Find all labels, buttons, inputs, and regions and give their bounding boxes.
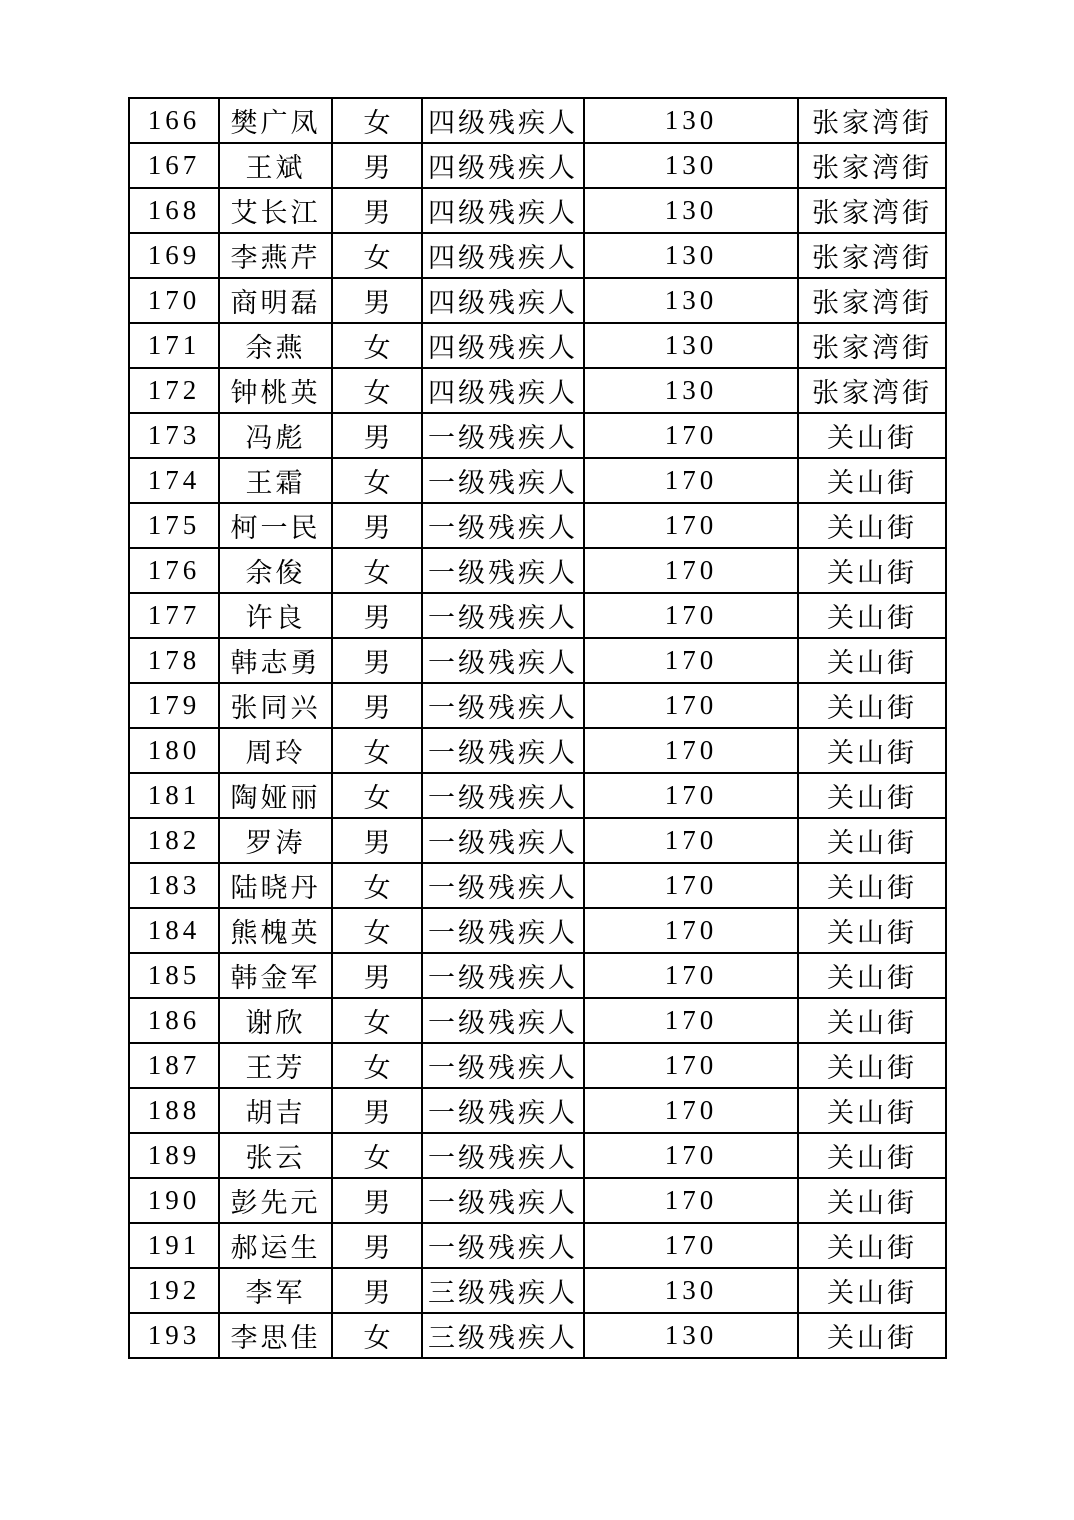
table-row [129, 188, 946, 233]
name-cell: 郝运生 [219, 1223, 332, 1268]
row-number-cell: 186 [129, 998, 219, 1043]
row-number-cell: 175 [129, 503, 219, 548]
name-cell: 周玲 [219, 728, 332, 773]
disability-level-cell: 一级残疾人 [422, 1223, 584, 1268]
row-number-cell: 187 [129, 1043, 219, 1088]
name-cell: 许良 [219, 593, 332, 638]
name-cell: 谢欣 [219, 998, 332, 1043]
table-row [129, 863, 946, 908]
street-cell: 张家湾街 [798, 188, 946, 233]
amount-cell: 170 [584, 548, 798, 593]
gender-cell: 女 [332, 1313, 422, 1358]
row-number-cell: 171 [129, 323, 219, 368]
row-number-cell: 168 [129, 188, 219, 233]
gender-cell: 男 [332, 1088, 422, 1133]
amount-cell: 170 [584, 458, 798, 503]
disability-level-cell: 一级残疾人 [422, 953, 584, 998]
amount-cell: 170 [584, 593, 798, 638]
street-cell: 关山街 [798, 548, 946, 593]
row-number-cell: 170 [129, 278, 219, 323]
gender-cell: 女 [332, 863, 422, 908]
amount-cell: 170 [584, 1043, 798, 1088]
row-number-cell: 184 [129, 908, 219, 953]
amount-cell: 130 [584, 233, 798, 278]
disability-level-cell: 四级残疾人 [422, 278, 584, 323]
table-row [129, 1178, 946, 1223]
table-row [129, 413, 946, 458]
street-cell: 关山街 [798, 818, 946, 863]
street-cell: 张家湾街 [798, 323, 946, 368]
disability-level-cell: 一级残疾人 [422, 683, 584, 728]
row-number-cell: 193 [129, 1313, 219, 1358]
row-number-cell: 177 [129, 593, 219, 638]
gender-cell: 女 [332, 773, 422, 818]
amount-cell: 130 [584, 1268, 798, 1313]
street-cell: 关山街 [798, 638, 946, 683]
amount-cell: 170 [584, 1178, 798, 1223]
amount-cell: 170 [584, 638, 798, 683]
amount-cell: 130 [584, 323, 798, 368]
gender-cell: 女 [332, 548, 422, 593]
name-cell: 商明磊 [219, 278, 332, 323]
row-number-cell: 189 [129, 1133, 219, 1178]
street-cell: 关山街 [798, 1043, 946, 1088]
amount-cell: 170 [584, 413, 798, 458]
amount-cell: 170 [584, 998, 798, 1043]
roster-table [128, 97, 947, 1359]
row-number-cell: 180 [129, 728, 219, 773]
row-number-cell: 172 [129, 368, 219, 413]
street-cell: 张家湾街 [798, 233, 946, 278]
name-cell: 陆晓丹 [219, 863, 332, 908]
disability-level-cell: 一级残疾人 [422, 773, 584, 818]
table-row [129, 908, 946, 953]
table-row [129, 548, 946, 593]
disability-level-cell: 一级残疾人 [422, 593, 584, 638]
row-number-cell: 182 [129, 818, 219, 863]
name-cell: 李军 [219, 1268, 332, 1313]
gender-cell: 女 [332, 728, 422, 773]
gender-cell: 女 [332, 1043, 422, 1088]
table-row [129, 998, 946, 1043]
amount-cell: 170 [584, 683, 798, 728]
disability-level-cell: 一级残疾人 [422, 503, 584, 548]
name-cell: 王霜 [219, 458, 332, 503]
street-cell: 关山街 [798, 1313, 946, 1358]
name-cell: 樊广凤 [219, 98, 332, 143]
name-cell: 李思佳 [219, 1313, 332, 1358]
street-cell: 关山街 [798, 908, 946, 953]
row-number-cell: 167 [129, 143, 219, 188]
amount-cell: 170 [584, 728, 798, 773]
table-row [129, 278, 946, 323]
disability-level-cell: 一级残疾人 [422, 413, 584, 458]
street-cell: 关山街 [798, 413, 946, 458]
amount-cell: 130 [584, 98, 798, 143]
table-row [129, 458, 946, 503]
street-cell: 关山街 [798, 503, 946, 548]
gender-cell: 女 [332, 233, 422, 278]
name-cell: 胡吉 [219, 1088, 332, 1133]
name-cell: 余俊 [219, 548, 332, 593]
row-number-cell: 179 [129, 683, 219, 728]
name-cell: 柯一民 [219, 503, 332, 548]
disability-level-cell: 一级残疾人 [422, 818, 584, 863]
gender-cell: 女 [332, 908, 422, 953]
street-cell: 关山街 [798, 863, 946, 908]
gender-cell: 女 [332, 998, 422, 1043]
street-cell: 关山街 [798, 1133, 946, 1178]
gender-cell: 男 [332, 683, 422, 728]
gender-cell: 男 [332, 143, 422, 188]
disability-level-cell: 四级残疾人 [422, 143, 584, 188]
gender-cell: 男 [332, 953, 422, 998]
amount-cell: 170 [584, 1223, 798, 1268]
row-number-cell: 169 [129, 233, 219, 278]
roster-body [129, 98, 946, 1358]
street-cell: 关山街 [798, 593, 946, 638]
street-cell: 关山街 [798, 1223, 946, 1268]
disability-level-cell: 三级残疾人 [422, 1313, 584, 1358]
row-number-cell: 181 [129, 773, 219, 818]
disability-level-cell: 一级残疾人 [422, 908, 584, 953]
name-cell: 熊槐英 [219, 908, 332, 953]
table-row [129, 638, 946, 683]
row-number-cell: 174 [129, 458, 219, 503]
gender-cell: 男 [332, 1268, 422, 1313]
street-cell: 关山街 [798, 773, 946, 818]
amount-cell: 170 [584, 818, 798, 863]
name-cell: 余燕 [219, 323, 332, 368]
amount-cell: 130 [584, 278, 798, 323]
row-number-cell: 192 [129, 1268, 219, 1313]
table-row [129, 1133, 946, 1178]
gender-cell: 男 [332, 1178, 422, 1223]
gender-cell: 男 [332, 638, 422, 683]
gender-cell: 女 [332, 458, 422, 503]
name-cell: 冯彪 [219, 413, 332, 458]
gender-cell: 女 [332, 98, 422, 143]
gender-cell: 男 [332, 1223, 422, 1268]
disability-level-cell: 一级残疾人 [422, 458, 584, 503]
disability-level-cell: 一级残疾人 [422, 1088, 584, 1133]
disability-level-cell: 四级残疾人 [422, 368, 584, 413]
street-cell: 关山街 [798, 953, 946, 998]
disability-level-cell: 一级残疾人 [422, 548, 584, 593]
amount-cell: 170 [584, 953, 798, 998]
name-cell: 韩志勇 [219, 638, 332, 683]
disability-level-cell: 四级残疾人 [422, 233, 584, 278]
table-row [129, 683, 946, 728]
name-cell: 陶娅丽 [219, 773, 332, 818]
row-number-cell: 173 [129, 413, 219, 458]
gender-cell: 男 [332, 278, 422, 323]
name-cell: 李燕芹 [219, 233, 332, 278]
street-cell: 关山街 [798, 1268, 946, 1313]
street-cell: 关山街 [798, 1088, 946, 1133]
disability-level-cell: 三级残疾人 [422, 1268, 584, 1313]
gender-cell: 女 [332, 368, 422, 413]
row-number-cell: 188 [129, 1088, 219, 1133]
street-cell: 张家湾街 [798, 368, 946, 413]
row-number-cell: 176 [129, 548, 219, 593]
table-row [129, 368, 946, 413]
gender-cell: 男 [332, 413, 422, 458]
table-row [129, 1043, 946, 1088]
name-cell: 张同兴 [219, 683, 332, 728]
name-cell: 王斌 [219, 143, 332, 188]
table-row [129, 323, 946, 368]
disability-level-cell: 一级残疾人 [422, 998, 584, 1043]
amount-cell: 170 [584, 1133, 798, 1178]
table-row [129, 1088, 946, 1133]
name-cell: 彭先元 [219, 1178, 332, 1223]
table-row [129, 953, 946, 998]
name-cell: 韩金军 [219, 953, 332, 998]
table-row [129, 503, 946, 548]
row-number-cell: 191 [129, 1223, 219, 1268]
street-cell: 张家湾街 [798, 278, 946, 323]
gender-cell: 男 [332, 188, 422, 233]
gender-cell: 男 [332, 593, 422, 638]
disability-level-cell: 一级残疾人 [422, 1133, 584, 1178]
street-cell: 关山街 [798, 728, 946, 773]
table-row [129, 233, 946, 278]
name-cell: 王芳 [219, 1043, 332, 1088]
amount-cell: 130 [584, 1313, 798, 1358]
amount-cell: 170 [584, 1088, 798, 1133]
table-row [129, 593, 946, 638]
table-row [129, 818, 946, 863]
disability-level-cell: 四级残疾人 [422, 98, 584, 143]
gender-cell: 男 [332, 503, 422, 548]
table-row [129, 1268, 946, 1313]
amount-cell: 170 [584, 503, 798, 548]
table-row [129, 1223, 946, 1268]
amount-cell: 170 [584, 908, 798, 953]
name-cell: 罗涛 [219, 818, 332, 863]
row-number-cell: 178 [129, 638, 219, 683]
street-cell: 张家湾街 [798, 98, 946, 143]
street-cell: 张家湾街 [798, 143, 946, 188]
street-cell: 关山街 [798, 683, 946, 728]
amount-cell: 130 [584, 143, 798, 188]
disability-level-cell: 四级残疾人 [422, 323, 584, 368]
table-row [129, 773, 946, 818]
street-cell: 关山街 [798, 458, 946, 503]
table-row [129, 143, 946, 188]
table-row [129, 98, 946, 143]
disability-level-cell: 一级残疾人 [422, 728, 584, 773]
disability-level-cell: 一级残疾人 [422, 1178, 584, 1223]
disability-level-cell: 四级残疾人 [422, 188, 584, 233]
name-cell: 艾长江 [219, 188, 332, 233]
disability-level-cell: 一级残疾人 [422, 1043, 584, 1088]
amount-cell: 130 [584, 368, 798, 413]
gender-cell: 女 [332, 1133, 422, 1178]
row-number-cell: 190 [129, 1178, 219, 1223]
disability-level-cell: 一级残疾人 [422, 638, 584, 683]
row-number-cell: 166 [129, 98, 219, 143]
amount-cell: 170 [584, 773, 798, 818]
name-cell: 钟桃英 [219, 368, 332, 413]
table-row [129, 728, 946, 773]
row-number-cell: 185 [129, 953, 219, 998]
gender-cell: 男 [332, 818, 422, 863]
amount-cell: 170 [584, 863, 798, 908]
name-cell: 张云 [219, 1133, 332, 1178]
disability-level-cell: 一级残疾人 [422, 863, 584, 908]
gender-cell: 女 [332, 323, 422, 368]
row-number-cell: 183 [129, 863, 219, 908]
street-cell: 关山街 [798, 1178, 946, 1223]
street-cell: 关山街 [798, 998, 946, 1043]
amount-cell: 130 [584, 188, 798, 233]
table-row [129, 1313, 946, 1358]
